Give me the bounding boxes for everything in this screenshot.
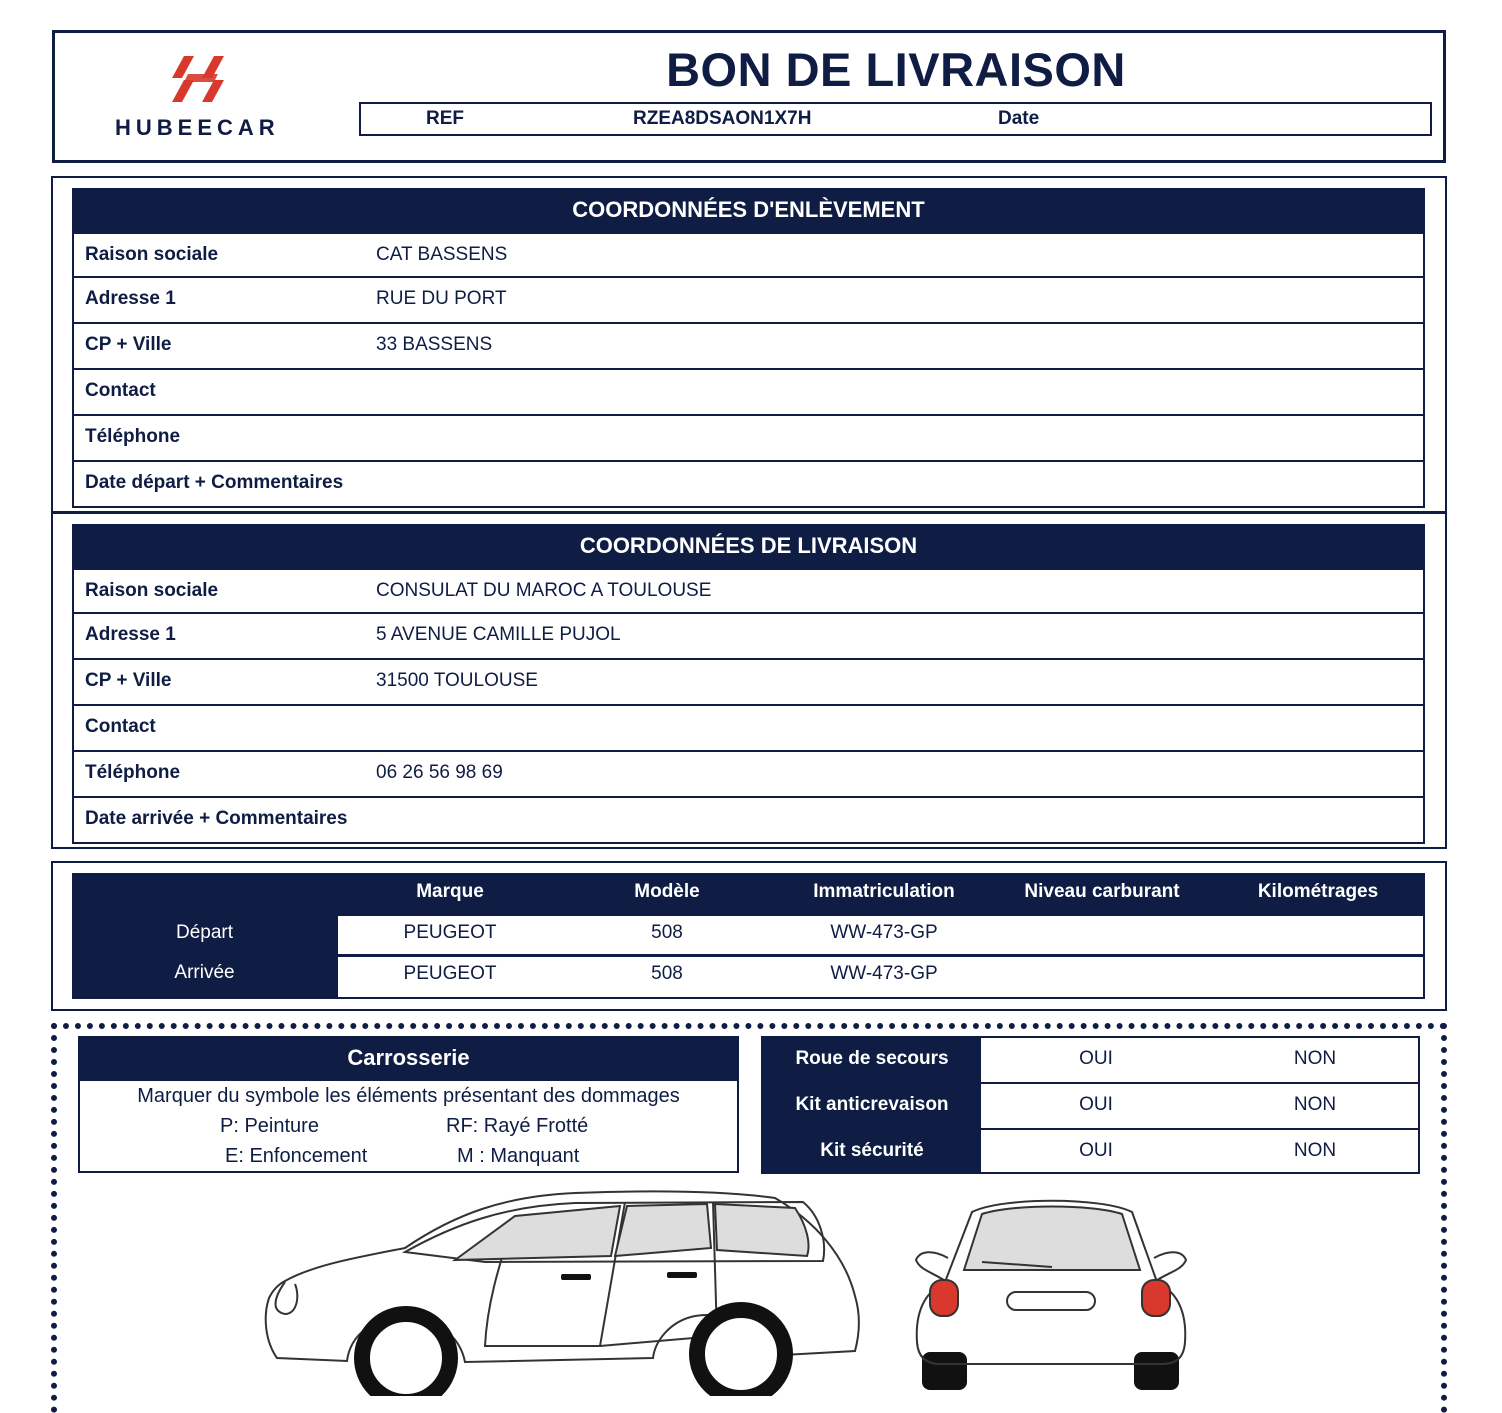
cell-marque: PEUGEOT <box>403 963 497 984</box>
pickup-row <box>72 278 1425 324</box>
legend-peinture: P: Peinture <box>220 1115 319 1137</box>
pickup-table <box>72 188 1425 508</box>
delivery-row <box>72 798 1425 844</box>
cell-immat: WW-473-GP <box>830 963 938 984</box>
carrosserie-title: Carrosserie <box>78 1036 739 1079</box>
pickup-value: CAT BASSENS <box>376 244 508 265</box>
delivery-row <box>72 568 1425 614</box>
pickup-row <box>72 416 1425 462</box>
car-rear-view-diagram <box>912 1192 1190 1397</box>
col-header: Marque <box>416 881 484 902</box>
pickup-label: Téléphone <box>85 426 181 447</box>
carrosserie-legend <box>78 1079 739 1173</box>
col-header: Kilométrages <box>1257 881 1379 902</box>
vehicle-table <box>72 873 1425 999</box>
delivery-label: Contact <box>85 716 156 737</box>
date-label: Date <box>998 108 1040 129</box>
delivery-value: CONSULAT DU MAROC A TOULOUSE <box>376 580 712 601</box>
pickup-label: Adresse 1 <box>85 288 176 309</box>
pickup-title: COORDONNÉES D'ENLÈVEMENT <box>72 188 1425 232</box>
delivery-label: Raison sociale <box>85 580 219 601</box>
pickup-row <box>72 462 1425 508</box>
label-kit-securite: Kit sécurité <box>820 1140 924 1161</box>
col-header: Niveau carburant <box>1024 881 1180 902</box>
delivery-row <box>72 706 1425 752</box>
carrosserie-instruction: Marquer du symbole les éléments présentant des dommages <box>137 1085 680 1107</box>
legend-enfoncement: E: Enfoncement <box>225 1145 368 1167</box>
option-non[interactable]: NON <box>1293 1048 1337 1069</box>
cell-immat: WW-473-GP <box>830 922 938 943</box>
label-kit-anticrevaison: Kit anticrevaison <box>795 1094 949 1115</box>
row-label-depart: Départ <box>175 922 234 943</box>
table-row <box>338 957 1423 997</box>
option-non[interactable]: NON <box>1293 1140 1337 1161</box>
delivery-title: COORDONNÉES DE LIVRAISON <box>72 524 1425 568</box>
option-non[interactable]: NON <box>1293 1094 1337 1115</box>
ref-label: REF <box>426 108 464 129</box>
delivery-label: Adresse 1 <box>85 624 176 645</box>
ref-value: RZEA8DSAON1X7H <box>633 108 812 129</box>
pickup-row <box>72 370 1425 416</box>
cell-modele: 508 <box>651 963 683 984</box>
label-roue-secours: Roue de secours <box>795 1048 949 1069</box>
delivery-label: CP + Ville <box>85 670 172 691</box>
table-row <box>338 916 1423 954</box>
equipment-table <box>761 1036 1420 1174</box>
delivery-row <box>72 752 1425 798</box>
pickup-label: CP + Ville <box>85 334 172 355</box>
legend-manquant: M : Manquant <box>457 1145 580 1167</box>
page-title: BON DE LIVRAISON <box>666 43 1126 96</box>
pickup-label: Contact <box>85 380 156 401</box>
legend-raye-frotte: RF: Rayé Frotté <box>446 1115 589 1137</box>
col-header: Modèle <box>634 881 700 902</box>
option-oui[interactable]: OUI <box>1079 1140 1113 1161</box>
delivery-table <box>72 524 1425 844</box>
option-oui[interactable]: OUI <box>1079 1094 1113 1115</box>
col-header: Immatriculation <box>813 881 955 902</box>
delivery-label: Téléphone <box>85 762 181 783</box>
pickup-value: RUE DU PORT <box>376 288 507 309</box>
pickup-label: Raison sociale <box>85 244 219 265</box>
delivery-row <box>72 614 1425 660</box>
delivery-value: 31500 TOULOUSE <box>376 670 538 691</box>
cell-marque: PEUGEOT <box>403 922 497 943</box>
delivery-value: 5 AVENUE CAMILLE PUJOL <box>376 624 621 645</box>
logo-text: HUBEECAR <box>115 115 280 140</box>
option-oui[interactable]: OUI <box>1079 1048 1113 1069</box>
pickup-label: Date départ + Commentaires <box>85 472 344 493</box>
car-side-view-diagram <box>255 1186 865 1396</box>
pickup-value: 33 BASSENS <box>376 334 493 355</box>
delivery-value: 06 26 56 98 69 <box>376 762 503 783</box>
equipment-labels <box>763 1038 981 1172</box>
hubeecar-logo-icon <box>170 52 234 106</box>
delivery-row <box>72 660 1425 706</box>
row-label-arrivee: Arrivée <box>174 962 235 983</box>
delivery-label: Date arrivée + Commentaires <box>85 808 348 829</box>
pickup-row <box>72 232 1425 278</box>
cell-modele: 508 <box>651 922 683 943</box>
reference-bar <box>359 102 1432 136</box>
pickup-row <box>72 324 1425 370</box>
